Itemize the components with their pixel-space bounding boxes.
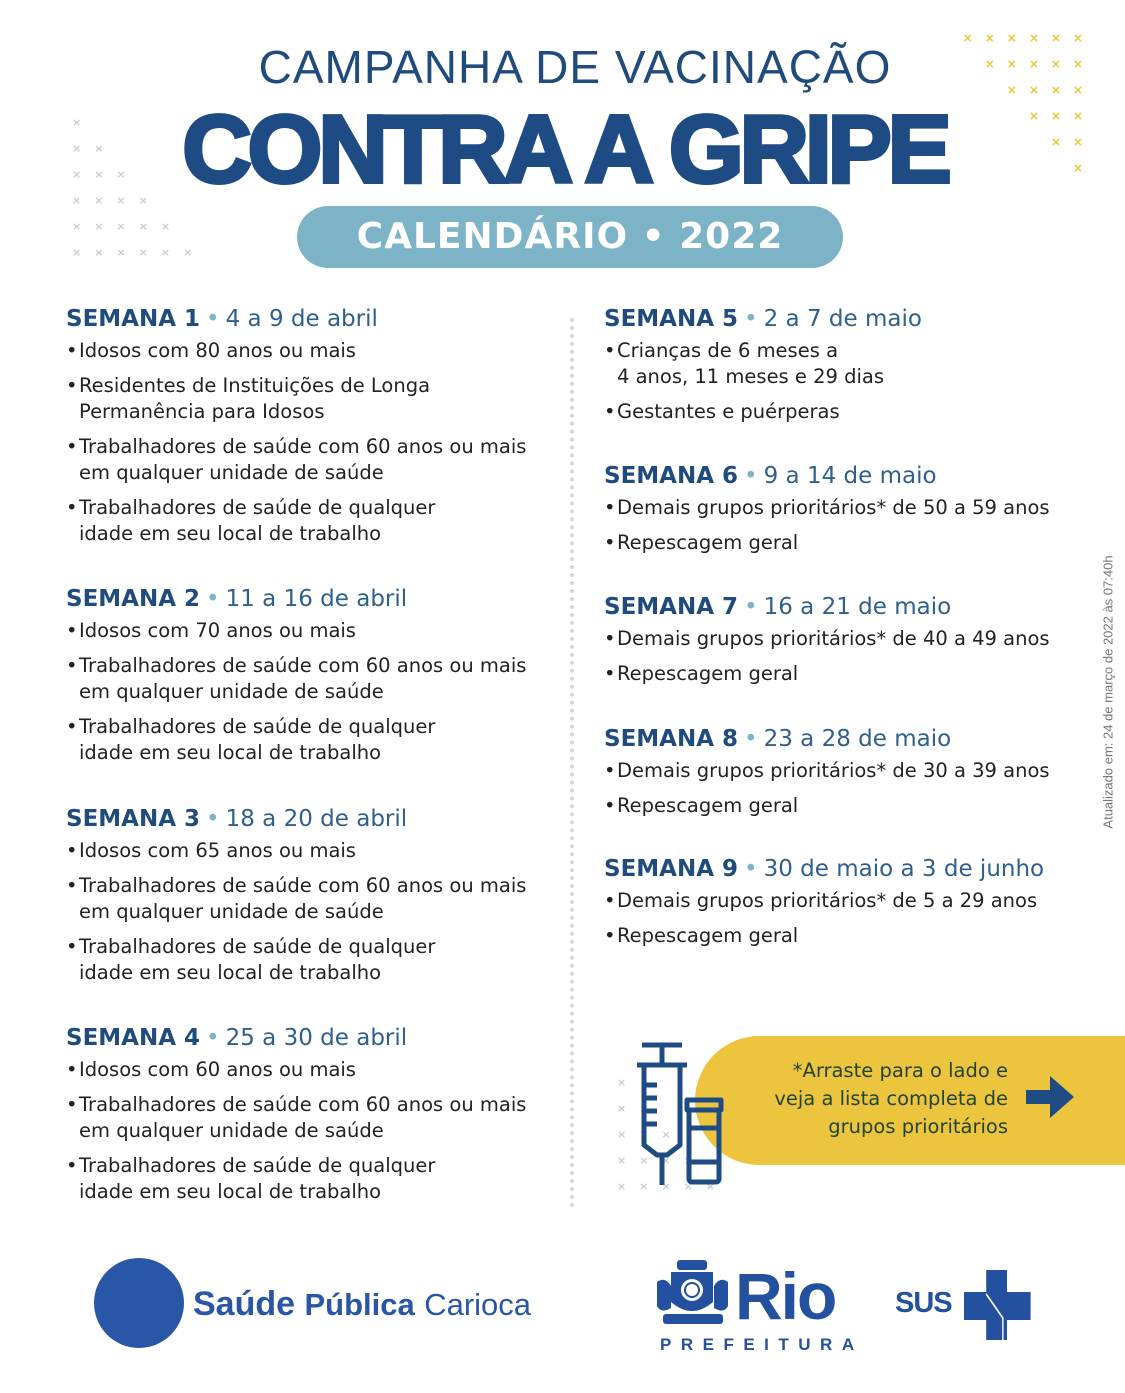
list-item: • Repescagem geral xyxy=(604,793,1104,819)
list-item: • Idosos com 65 anos ou mais xyxy=(66,838,566,864)
bullet-dot: • xyxy=(744,463,758,489)
week-dates: 18 a 20 de abril xyxy=(225,806,408,832)
updated-timestamp: Atualizado em: 24 de março de 2022 às 07:40h xyxy=(1100,555,1116,829)
decorative-x-pattern-bottom: × ×× ××× ×××× ××××× xyxy=(617,1076,729,1193)
list-item: • Trabalhadores de saúde de qualquer idade em seu local de trabalho xyxy=(66,495,566,547)
bullet-dot: • xyxy=(744,306,758,332)
list-item: • Trabalhadores de saúde com 60 anos ou mais em qualquer unidade de saúde xyxy=(66,1092,566,1144)
week-dates: 16 a 21 de maio xyxy=(763,594,952,620)
bullet-dot: • xyxy=(206,806,220,832)
sus-cross-icon xyxy=(964,1270,1032,1340)
week-4 xyxy=(66,1023,566,1214)
week-heading xyxy=(604,304,1104,334)
list-item: • Trabalhadores de saúde com 60 anos ou mais em qualquer unidade de saúde xyxy=(66,873,566,925)
list-item: • Demais grupos prioritários* de 30 a 39 anos xyxy=(604,758,1104,784)
week-label: SEMANA 4 xyxy=(66,1025,201,1051)
week-heading xyxy=(604,461,1104,491)
week-dates: 23 a 28 de maio xyxy=(763,726,952,752)
bullet-dot: • xyxy=(206,1025,220,1051)
sus-logo-text: SUS xyxy=(895,1287,952,1319)
list-item: • Crianças de 6 meses a 4 anos, 11 meses e 29 dias xyxy=(604,338,1104,390)
week-6 xyxy=(604,461,1104,565)
week-2 xyxy=(66,584,566,775)
list-item: • Demais grupos prioritários* de 40 a 49 anos xyxy=(604,626,1104,652)
list-item: • Trabalhadores de saúde com 60 anos ou mais em qualquer unidade de saúde xyxy=(66,434,566,486)
week-label: SEMANA 3 xyxy=(66,806,201,832)
group-list xyxy=(66,618,566,766)
bullet-dot: • xyxy=(206,306,220,332)
brand-publica: Pública xyxy=(304,1287,415,1322)
list-item: • Gestantes e puérperas xyxy=(604,399,1104,425)
week-heading xyxy=(66,584,566,614)
week-label: SEMANA 6 xyxy=(604,463,739,489)
bullet-dot: • xyxy=(744,856,758,882)
list-item: • Trabalhadores de saúde de qualquer idade em seu local de trabalho xyxy=(66,714,566,766)
list-item: • Trabalhadores de saúde de qualquer idade em seu local de trabalho xyxy=(66,1153,566,1205)
group-list xyxy=(66,338,566,547)
arrow-right-icon[interactable] xyxy=(1024,1072,1076,1122)
calendar-badge: CALENDÁRIO • 2022 xyxy=(297,206,843,268)
prefeitura-text: PREFEITURA xyxy=(660,1335,864,1354)
group-list xyxy=(604,495,1104,556)
week-9 xyxy=(604,854,1104,958)
week-dates: 4 a 9 de abril xyxy=(225,306,378,332)
list-item: • Idosos com 70 anos ou mais xyxy=(66,618,566,644)
week-dates: 25 a 30 de abril xyxy=(225,1025,408,1051)
rio-logo-text: Rio xyxy=(735,1259,836,1333)
week-dates: 30 de maio a 3 de junho xyxy=(763,856,1045,882)
group-list xyxy=(604,626,1104,687)
list-item: • Demais grupos prioritários* de 5 a 29 anos xyxy=(604,888,1104,914)
list-item: • Idosos com 60 anos ou mais xyxy=(66,1057,566,1083)
week-heading xyxy=(604,592,1104,622)
week-label: SEMANA 5 xyxy=(604,306,739,332)
week-heading xyxy=(604,724,1104,754)
saude-publica-carioca-logo xyxy=(193,1285,531,1324)
brand-saude: Saúde xyxy=(193,1285,296,1323)
week-dates: 2 a 7 de maio xyxy=(763,306,922,332)
list-item: • Trabalhadores de saúde de qualquer idade em seu local de trabalho xyxy=(66,934,566,986)
week-heading xyxy=(66,304,566,334)
list-item: • Residentes de Instituições de Longa Permanência para Idosos xyxy=(66,373,566,425)
list-item: • Repescagem geral xyxy=(604,923,1104,949)
week-dates: 9 a 14 de maio xyxy=(763,463,937,489)
week-heading xyxy=(66,1023,566,1053)
bullet-dot: • xyxy=(744,726,758,752)
group-list xyxy=(604,338,1104,425)
bullet-dot: • xyxy=(744,594,758,620)
week-dates: 11 a 16 de abril xyxy=(225,586,408,612)
rio-coat-of-arms-icon xyxy=(655,1258,730,1328)
week-1 xyxy=(66,304,566,556)
list-item: • Demais grupos prioritários* de 50 a 59 anos xyxy=(604,495,1104,521)
group-list xyxy=(604,758,1104,819)
list-item: • Idosos com 80 anos ou mais xyxy=(66,338,566,364)
list-item: • Repescagem geral xyxy=(604,661,1104,687)
week-heading xyxy=(66,804,566,834)
brand-carioca: Carioca xyxy=(424,1287,532,1322)
column-divider xyxy=(570,318,574,1208)
week-8 xyxy=(604,724,1104,828)
list-item: • Trabalhadores de saúde com 60 anos ou mais em qualquer unidade de saúde xyxy=(66,653,566,705)
campaign-subtitle: CAMPANHA DE VACINAÇÃO xyxy=(258,41,892,93)
decorative-x-pattern-right: ×××××× ××××× ×××× ××× ×× × xyxy=(962,31,1095,175)
list-item: • Repescagem geral xyxy=(604,530,1104,556)
page-title: CONTRA A GRIPE xyxy=(182,96,948,203)
swipe-hint-text: *Arraste para o lado e veja a lista completa de grupos prioritários xyxy=(774,1059,1008,1138)
week-5 xyxy=(604,304,1104,434)
group-list xyxy=(66,838,566,986)
week-3 xyxy=(66,804,566,995)
week-label: SEMANA 8 xyxy=(604,726,739,752)
group-list xyxy=(66,1057,566,1205)
week-7 xyxy=(604,592,1104,696)
bullet-dot: • xyxy=(206,586,220,612)
week-label: SEMANA 9 xyxy=(604,856,739,882)
saude-publica-logo-circle xyxy=(94,1258,184,1348)
week-label: SEMANA 1 xyxy=(66,306,201,332)
week-label: SEMANA 7 xyxy=(604,594,739,620)
week-label: SEMANA 2 xyxy=(66,586,201,612)
week-heading xyxy=(604,854,1104,884)
group-list xyxy=(604,888,1104,949)
syringe-vial-icon xyxy=(632,1040,732,1190)
decorative-x-pattern-left: × ×× ××× ×××× ××××× ×××××× xyxy=(72,116,206,259)
